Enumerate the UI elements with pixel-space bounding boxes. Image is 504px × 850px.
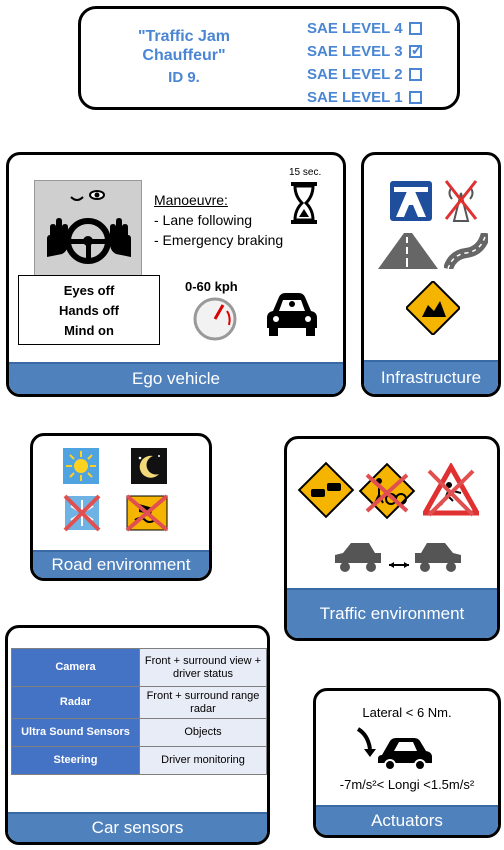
sun-icon xyxy=(63,448,99,484)
slippery-road-crossed-icon xyxy=(123,494,171,532)
sae-level-2-checkbox[interactable] xyxy=(409,68,422,81)
sae-level-2-label: SAE LEVEL 2 xyxy=(307,66,403,83)
sensor-value-cell: Objects xyxy=(140,719,267,747)
ego-vehicle-footer: Ego vehicle xyxy=(9,362,343,394)
table-row xyxy=(12,649,267,687)
snow-crossed-icon xyxy=(63,494,101,532)
ego-vehicle-card xyxy=(6,152,346,397)
speed-range-label: 0-60 kph xyxy=(185,279,238,294)
actuators-card xyxy=(313,688,501,838)
table-row xyxy=(12,687,267,719)
lateral-limit-label: Lateral < 6 Nm. xyxy=(362,705,452,720)
no-signal-icon xyxy=(442,179,480,223)
sae-level-4-checkbox[interactable] xyxy=(409,22,422,35)
car-front-icon xyxy=(265,291,319,337)
sensor-name-cell: Ultra Sound Sensors xyxy=(12,719,140,747)
table-row xyxy=(12,719,267,747)
road-environment-card xyxy=(30,433,212,581)
sae-level-1-row xyxy=(307,86,422,109)
use-case-title-card xyxy=(78,6,460,110)
manoeuvre-list xyxy=(154,190,283,250)
motorway-sign-icon xyxy=(390,181,432,221)
actuators-footer: Actuators xyxy=(316,805,498,835)
sensor-value-cell: Driver monitoring xyxy=(140,747,267,775)
hourglass-icon xyxy=(289,181,319,225)
eyes-off-label: Eyes off xyxy=(63,283,115,298)
sae-level-3-checkbox[interactable] xyxy=(409,45,422,58)
sae-level-list xyxy=(307,17,422,109)
construction-warning-icon xyxy=(406,281,460,335)
sae-level-3-label: SAE LEVEL 3 xyxy=(307,43,403,60)
sensor-name-cell: Steering xyxy=(12,747,140,775)
sae-level-1-checkbox[interactable] xyxy=(409,91,422,104)
sae-level-4-label: SAE LEVEL 4 xyxy=(307,20,403,37)
manoeuvre-heading: Manoeuvre: xyxy=(154,192,228,208)
speedometer-icon xyxy=(193,297,237,341)
use-case-id: ID 9. xyxy=(168,69,200,86)
sae-level-2-row xyxy=(307,63,422,86)
sensor-value-cell: Front + surround view + driver status xyxy=(140,649,267,687)
straight-road-icon xyxy=(378,233,438,269)
traffic-jam-sign-icon xyxy=(297,461,355,519)
sae-level-1-label: SAE LEVEL 1 xyxy=(307,89,403,106)
manoeuvre-item: - Lane following xyxy=(154,212,253,228)
driver-state-box xyxy=(18,275,160,345)
sensor-value-cell: Front + surround range radar xyxy=(140,687,267,719)
time-label: 15 sec. xyxy=(289,167,322,178)
traffic-environment-card xyxy=(284,436,500,641)
sae-level-4-row xyxy=(307,17,422,40)
road-environment-footer: Road environment xyxy=(33,550,209,578)
hands-off-label: Hands off xyxy=(59,303,119,318)
sensor-name-cell: Radar xyxy=(12,687,140,719)
car-sensors-card xyxy=(5,625,270,845)
car-maneuver-icon xyxy=(354,725,434,771)
infrastructure-card xyxy=(361,152,501,397)
traffic-environment-footer: Traffic environment xyxy=(287,588,497,638)
following-distance-icon xyxy=(333,539,463,577)
sae-level-3-row xyxy=(307,40,422,63)
curved-road-icon xyxy=(444,233,488,269)
roadworks-crossed-icon xyxy=(423,463,479,517)
mind-on-label: Mind on xyxy=(64,323,114,338)
table-row xyxy=(12,747,267,775)
sensor-table xyxy=(11,648,267,775)
manoeuvre-item: - Emergency braking xyxy=(154,232,284,248)
pedestrian-bicycle-crossed-icon xyxy=(357,461,417,521)
infrastructure-footer: Infrastructure xyxy=(364,360,498,394)
sensor-name-cell: Camera xyxy=(12,649,140,687)
car-sensors-footer: Car sensors xyxy=(8,812,267,842)
longitudinal-limit-label: -7m/s²< Longi <1.5m/s² xyxy=(339,777,475,792)
driver-state-icon xyxy=(34,180,142,276)
use-case-title: "Traffic Jam Chauffeur" xyxy=(137,28,231,64)
moon-icon xyxy=(131,448,167,484)
